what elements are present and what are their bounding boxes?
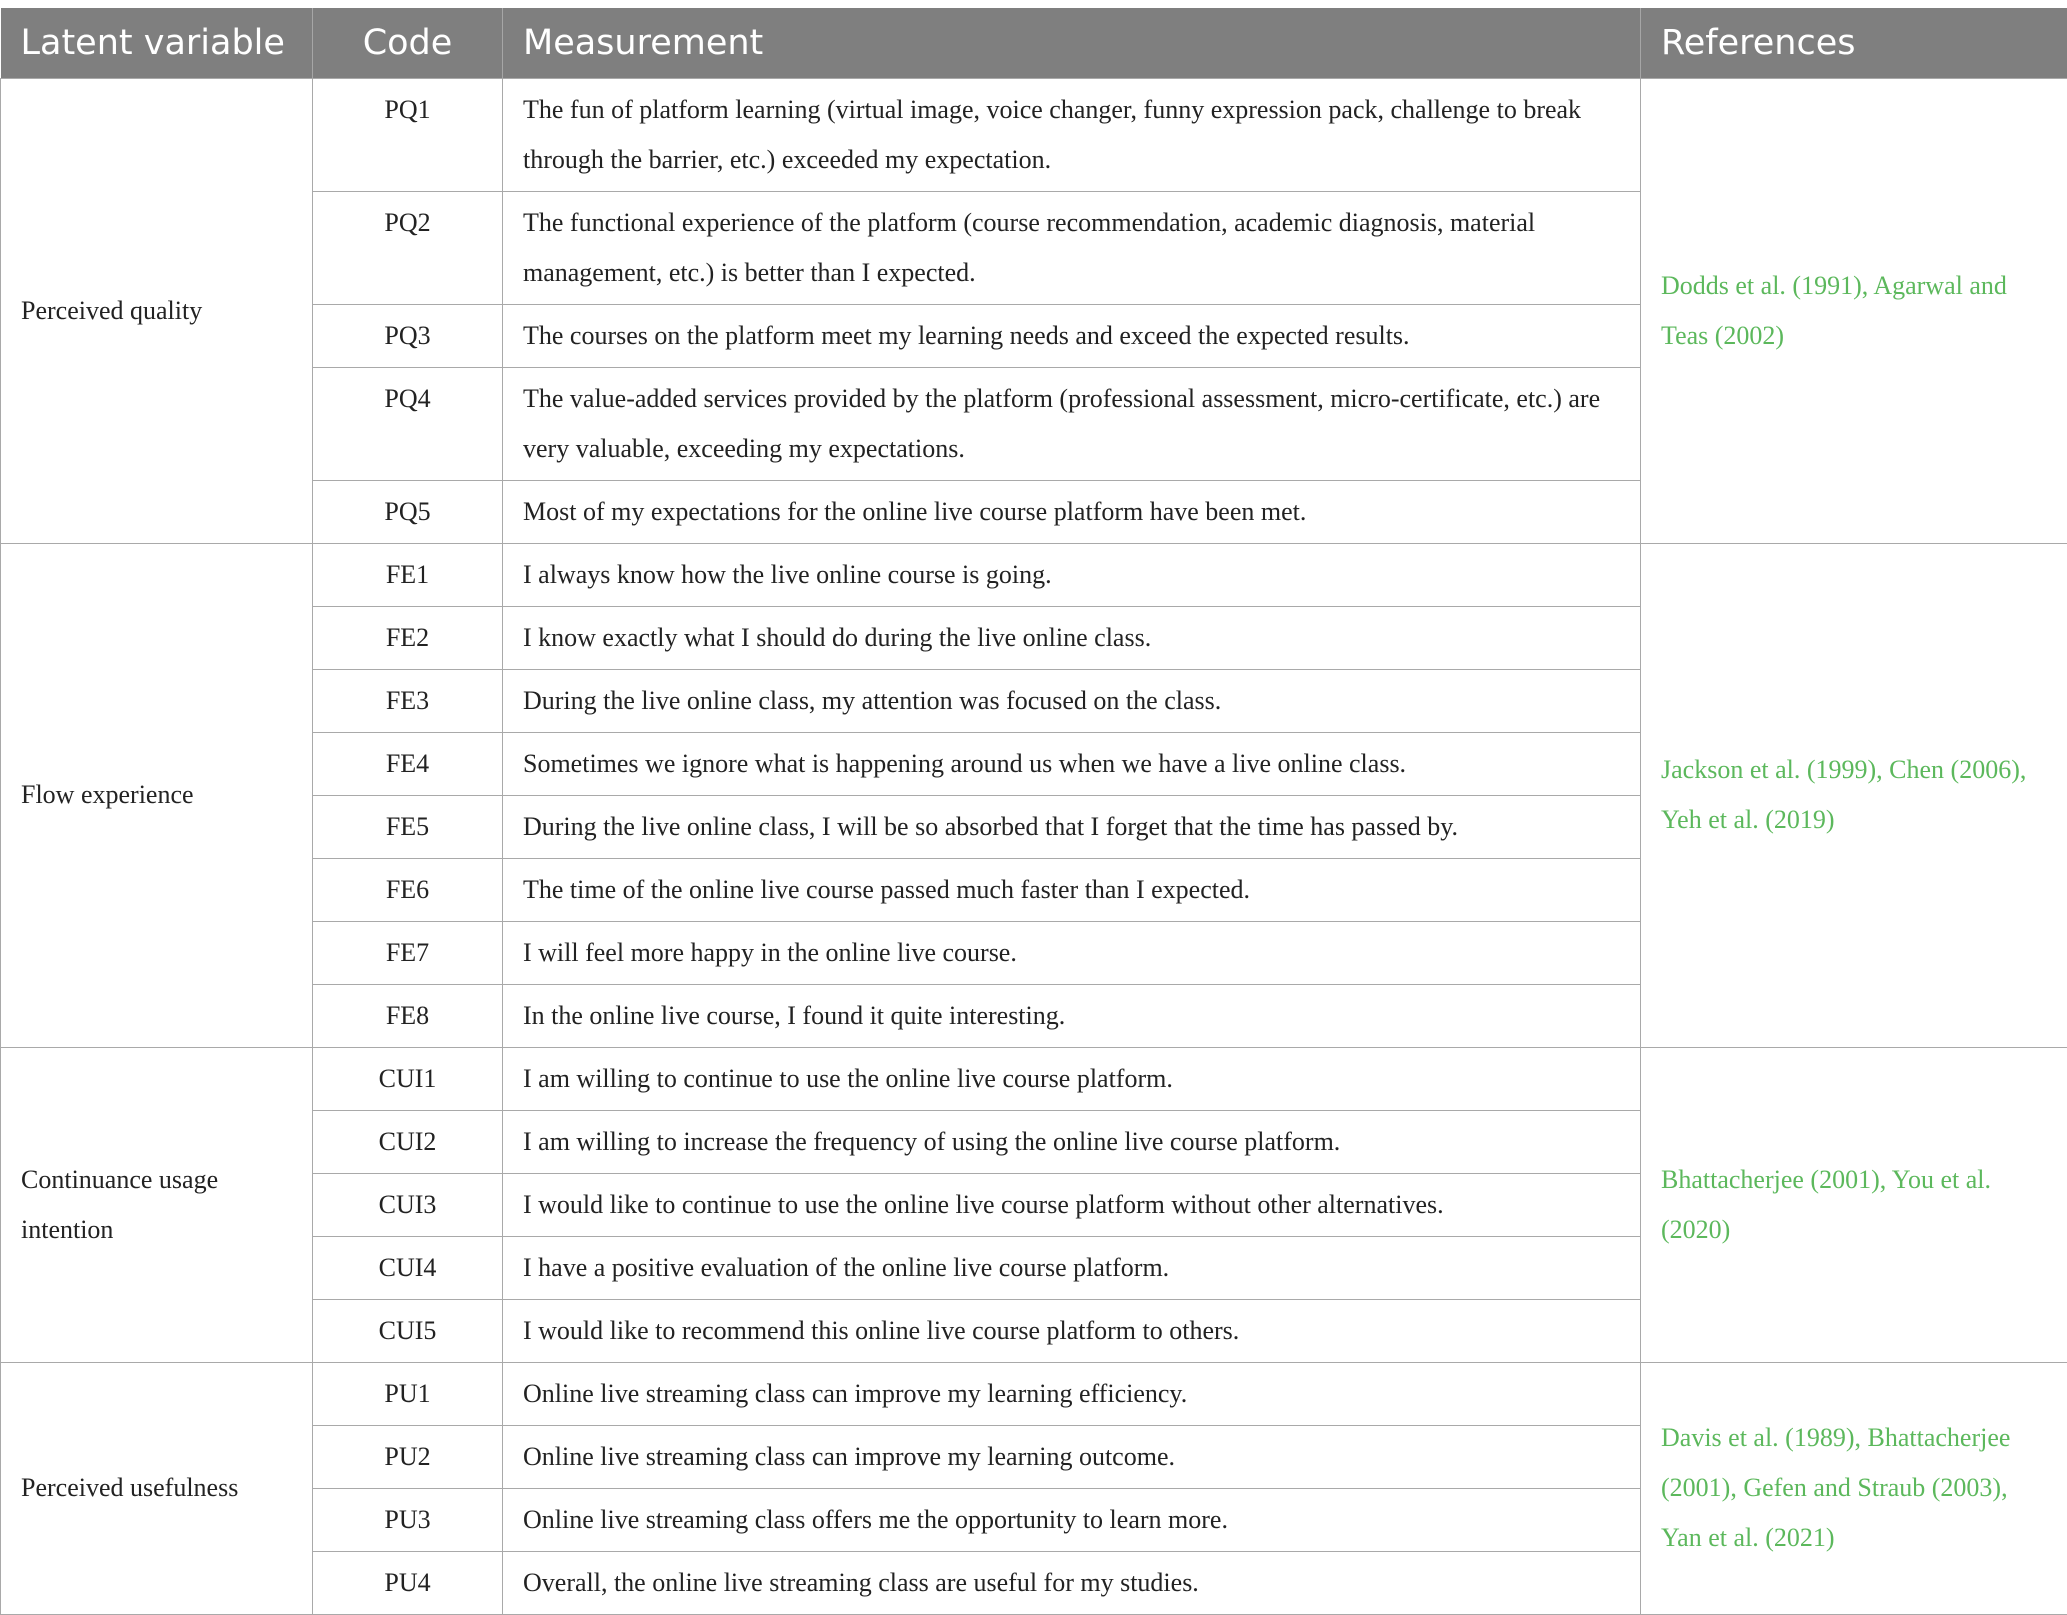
reference-link[interactable]: Bhattacherjee (2001) — [1661, 1165, 1880, 1194]
measurement-cell: Overall, the online live streaming class are useful for my studies. — [503, 1551, 1641, 1614]
measurement-cell: I am willing to continue to use the online live course platform. — [503, 1047, 1641, 1110]
measurement-cell: Sometimes we ignore what is happening around us when we have a live online class. — [503, 732, 1641, 795]
code-cell: PU1 — [313, 1362, 503, 1425]
reference-link[interactable]: Gefen and Straub (2003) — [1743, 1473, 2001, 1502]
reference-link[interactable]: You et al. (2020) — [1661, 1165, 1991, 1244]
reference-separator: , — [1876, 755, 1889, 784]
measurement-cell: I have a positive evaluation of the online live course platform. — [503, 1236, 1641, 1299]
header-measurement: Measurement — [503, 8, 1641, 78]
reference-separator: , — [2001, 1473, 2008, 1502]
latent-variable-cell: Continuance usage intention — [1, 1047, 313, 1362]
measurement-table-container — [0, 8, 2067, 1615]
references-cell — [1641, 1362, 2067, 1614]
reference-link[interactable]: Davis et al. (1989) — [1661, 1423, 1855, 1452]
measurement-cell: During the live online class, my attention was focused on the class. — [503, 669, 1641, 732]
code-cell: PQ4 — [313, 367, 503, 480]
references-cell — [1641, 78, 2067, 543]
reference-link[interactable]: Dodds et al. (1991) — [1661, 271, 1862, 300]
code-cell: FE1 — [313, 543, 503, 606]
code-cell: FE4 — [313, 732, 503, 795]
measurement-cell: I would like to recommend this online live course platform to others. — [503, 1299, 1641, 1362]
reference-link[interactable]: Yeh et al. (2019) — [1661, 805, 1835, 834]
measurement-cell: I know exactly what I should do during the live online class. — [503, 606, 1641, 669]
header-code: Code — [313, 8, 503, 78]
reference-link[interactable]: Yan et al. (2021) — [1661, 1523, 1835, 1552]
measurement-cell: I am willing to increase the frequency of using the online live course platform. — [503, 1110, 1641, 1173]
code-cell: PU2 — [313, 1425, 503, 1488]
measurement-cell: Online live streaming class can improve my learning efficiency. — [503, 1362, 1641, 1425]
code-cell: CUI2 — [313, 1110, 503, 1173]
table-row — [1, 1362, 2067, 1425]
reference-separator: , — [1730, 1473, 1743, 1502]
measurement-cell: During the live online class, I will be so absorbed that I forget that the time has passed by. — [503, 795, 1641, 858]
reference-separator: , — [1862, 271, 1874, 300]
table-row — [1, 1047, 2067, 1110]
reference-link[interactable]: Bhattacherjee (2001) — [1661, 1423, 2010, 1502]
header-references: References — [1641, 8, 2067, 78]
measurement-cell: I will feel more happy in the online live course. — [503, 921, 1641, 984]
measurement-cell: In the online live course, I found it quite interesting. — [503, 984, 1641, 1047]
code-cell: FE2 — [313, 606, 503, 669]
header-latent-variable: Latent variable — [1, 8, 313, 78]
code-cell: PU4 — [313, 1551, 503, 1614]
measurement-table — [0, 8, 2067, 1615]
measurement-cell: I would like to continue to use the online live course platform without other alternatives. — [503, 1173, 1641, 1236]
reference-separator: , — [2020, 755, 2027, 784]
measurement-cell: The functional experience of the platform (course recommendation, academic diagnosis, material management, etc.) is better than I expected. — [503, 191, 1641, 304]
code-cell: FE5 — [313, 795, 503, 858]
reference-link[interactable]: Agarwal and Teas (2002) — [1661, 271, 2007, 350]
references-cell — [1641, 1047, 2067, 1362]
table-row — [1, 78, 2067, 191]
code-cell: PQ3 — [313, 304, 503, 367]
table-body — [1, 78, 2067, 1614]
code-cell: FE3 — [313, 669, 503, 732]
code-cell: PQ1 — [313, 78, 503, 191]
code-cell: CUI1 — [313, 1047, 503, 1110]
measurement-cell: The courses on the platform meet my learning needs and exceed the expected results. — [503, 304, 1641, 367]
reference-separator: , — [1855, 1423, 1868, 1452]
latent-variable-cell: Perceived usefulness — [1, 1362, 313, 1614]
measurement-cell: Most of my expectations for the online live course platform have been met. — [503, 480, 1641, 543]
measurement-cell: I always know how the live online course is going. — [503, 543, 1641, 606]
code-cell: CUI4 — [313, 1236, 503, 1299]
code-cell: CUI5 — [313, 1299, 503, 1362]
table-header-row — [1, 8, 2067, 78]
reference-link[interactable]: Chen (2006) — [1889, 755, 2020, 784]
measurement-cell: Online live streaming class offers me the opportunity to learn more. — [503, 1488, 1641, 1551]
code-cell: CUI3 — [313, 1173, 503, 1236]
code-cell: PQ2 — [313, 191, 503, 304]
latent-variable-cell: Flow experience — [1, 543, 313, 1047]
latent-variable-cell: Perceived quality — [1, 78, 313, 543]
measurement-cell: Online live streaming class can improve my learning outcome. — [503, 1425, 1641, 1488]
code-cell: FE8 — [313, 984, 503, 1047]
code-cell: FE7 — [313, 921, 503, 984]
reference-separator: , — [1880, 1165, 1892, 1194]
code-cell: PU3 — [313, 1488, 503, 1551]
references-cell — [1641, 543, 2067, 1047]
measurement-cell: The fun of platform learning (virtual image, voice changer, funny expression pack, challenge to break through the barrier, etc.) exceeded my expectation. — [503, 78, 1641, 191]
measurement-cell: The value-added services provided by the platform (professional assessment, micro-certificate, etc.) are very valuable, exceeding my expectations. — [503, 367, 1641, 480]
measurement-cell: The time of the online live course passed much faster than I expected. — [503, 858, 1641, 921]
reference-link[interactable]: Jackson et al. (1999) — [1661, 755, 1876, 784]
table-row — [1, 543, 2067, 606]
code-cell: FE6 — [313, 858, 503, 921]
code-cell: PQ5 — [313, 480, 503, 543]
